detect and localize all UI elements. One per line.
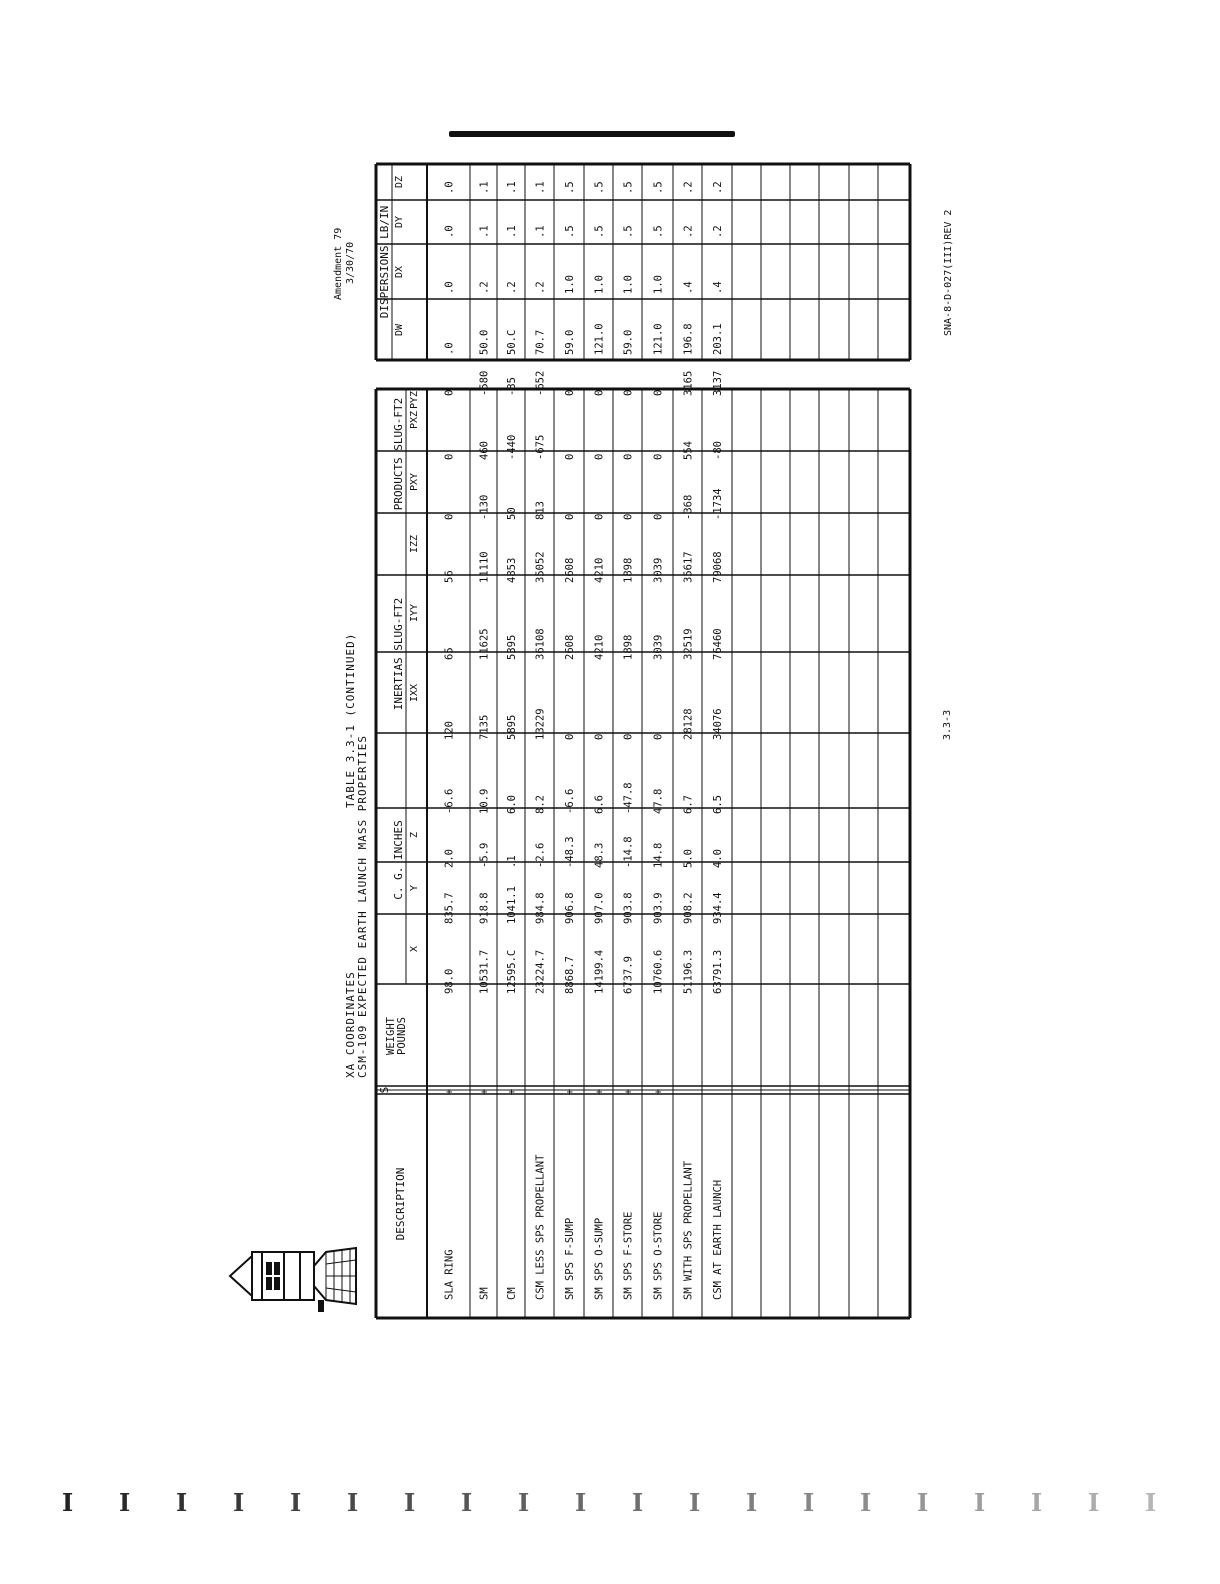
row-s-marker: +: [506, 1088, 518, 1096]
row-description: SM SPS O-SUMP: [593, 1217, 606, 1300]
cell-iyy: 65: [443, 647, 456, 660]
row-description: CM: [506, 1287, 518, 1300]
cell-y: -14.8: [622, 836, 635, 868]
cell-iyy: 2608: [564, 634, 576, 660]
cell-z: 6.0: [506, 795, 518, 814]
cell-dz: .0: [443, 181, 456, 194]
tick-mark: I: [1088, 1488, 1100, 1517]
cell-dy: .5: [593, 225, 606, 238]
tick-mark: I: [803, 1488, 815, 1517]
cell-dz: .1: [506, 181, 518, 194]
cell-izz: 79068: [712, 551, 724, 583]
cell-dy: .5: [622, 225, 635, 238]
cell-ixx: 28128: [682, 708, 695, 740]
cell-pxz: -80: [712, 441, 724, 460]
tick-mark: I: [632, 1488, 644, 1517]
cell-dz: .1: [534, 181, 547, 194]
cell-pxz: 0: [622, 453, 635, 460]
row-description: SM: [478, 1287, 491, 1300]
cell-pxz: 0: [443, 453, 456, 460]
header-dispersion-dy: DY: [394, 215, 405, 229]
cell-z: -6.6: [564, 788, 576, 814]
header-product-pxy: PXY: [409, 472, 420, 492]
cell-ixx: 0: [564, 733, 576, 740]
header-cg: C. G. INCHES: [392, 820, 405, 900]
cell-ixx: 120: [443, 721, 456, 740]
cell-pxz: -440: [506, 434, 518, 460]
cell-izz: 1898: [622, 557, 635, 583]
row-description: CSM AT EARTH LAUNCH: [712, 1179, 724, 1300]
cell-pxz: 0: [564, 453, 576, 460]
cell-y: 2.0: [443, 849, 456, 868]
header-cg-x: X: [409, 945, 420, 953]
cell-dx: .4: [712, 281, 724, 294]
cell-iyy: 36108: [534, 628, 547, 660]
header-weight-unit: POUNDS: [396, 1017, 408, 1055]
cell-dz: .5: [652, 181, 665, 194]
row-description: SLA RING: [443, 1249, 456, 1300]
tick-mark: I: [518, 1488, 530, 1517]
cell-dw: 50.C: [506, 329, 518, 355]
header-product-pyz: PYZ: [409, 390, 420, 410]
tick-mark: I: [347, 1488, 359, 1517]
header-inertia-iyy: IYY: [409, 603, 420, 623]
cell-pxy: 0: [622, 513, 635, 520]
cell-ixx: 0: [652, 733, 665, 740]
cell-w: 23224.7: [534, 949, 547, 994]
cell-pxy: -130: [478, 494, 491, 520]
tick-mark: I: [404, 1488, 416, 1517]
cell-iyy: 76460: [712, 628, 724, 660]
tick-mark: I: [1031, 1488, 1043, 1517]
cell-w: 12595.C: [506, 949, 518, 994]
cell-pxy: -1734: [712, 488, 724, 520]
cell-x: 934.4: [712, 892, 724, 924]
cell-dx: 1.0: [652, 275, 665, 294]
cell-x: 908.2: [682, 892, 695, 924]
cell-izz: 35617: [682, 551, 695, 583]
tick-mark: I: [62, 1488, 74, 1517]
cell-dx: 1.0: [564, 275, 576, 294]
cell-y: -5.9: [478, 842, 491, 868]
header-description: DESCRIPTION: [394, 1167, 407, 1241]
cell-dx: 1.0: [593, 275, 606, 294]
cell-iyy: 3039: [652, 634, 665, 660]
cell-pxy: 0: [564, 513, 576, 520]
cell-dx: 1.0: [622, 275, 635, 294]
header-products: PRODUCTS SLUG-FT2: [392, 397, 405, 511]
cell-pxy: 813: [534, 501, 547, 520]
cell-pxz: 0: [593, 453, 606, 460]
cell-pyz: 0: [652, 389, 665, 396]
cell-pxy: 0: [593, 513, 606, 520]
cell-y: 48.3: [593, 842, 606, 868]
cell-izz: 35052: [534, 551, 547, 583]
tick-mark: I: [575, 1488, 587, 1517]
cell-dw: 59.0: [622, 329, 635, 355]
cell-x: 906.8: [564, 892, 576, 924]
cell-x: 903.9: [652, 892, 665, 924]
cell-y: -2.6: [534, 842, 547, 868]
header-dispersion-dz: DZ: [394, 175, 405, 189]
cell-dw: 50.0: [478, 329, 491, 355]
amendment-date: 3/30/70: [345, 241, 356, 284]
cell-dx: .0: [443, 281, 456, 294]
cell-dz: .5: [622, 181, 635, 194]
cell-dz: .1: [478, 181, 491, 194]
cell-x: 903.8: [622, 892, 635, 924]
row-s-marker: +: [478, 1088, 491, 1096]
cell-dz: .5: [593, 181, 606, 194]
header-s: S: [378, 1086, 391, 1094]
cell-dw: 196.8: [682, 323, 695, 355]
cell-dw: 121.0: [593, 323, 606, 355]
cell-z: 8.2: [534, 795, 547, 814]
coordinates-label: XA COORDINATES: [344, 971, 357, 1078]
cell-x: 1041.1: [506, 886, 518, 924]
row-description: SM SPS O-STORE: [652, 1211, 665, 1300]
cell-pxz: -675: [534, 434, 547, 460]
cell-pxz: 460: [478, 441, 491, 460]
row-description: SM WITH SPS PROPELLANT: [682, 1160, 695, 1300]
cell-dx: .4: [682, 281, 695, 294]
row-s-marker: +: [593, 1088, 606, 1096]
cell-iyy: 11625: [478, 628, 491, 660]
cell-izz: 3039: [652, 557, 665, 583]
cell-pyz: -35: [506, 377, 518, 396]
tick-mark: I: [917, 1488, 929, 1517]
cell-ixx: 13229: [534, 708, 547, 740]
cell-z: 10.9: [478, 788, 491, 814]
cell-pyz: 0: [564, 389, 576, 396]
cell-z: 47.8: [652, 788, 665, 814]
tick-mark: I: [1145, 1488, 1157, 1517]
cell-x: 918.8: [478, 892, 491, 924]
cell-x: 907.0: [593, 892, 606, 924]
header-cg-z: Z: [409, 831, 420, 839]
cell-w: 51196.3: [682, 949, 695, 994]
cell-dy: .2: [682, 225, 695, 238]
cell-x: 984.8: [534, 892, 547, 924]
cell-dx: .2: [506, 281, 518, 294]
cell-dw: .0: [443, 342, 456, 355]
cell-y: 5.0: [682, 849, 695, 868]
cell-dy: .0: [443, 225, 456, 238]
cell-pxy: 0: [443, 513, 456, 520]
tick-mark: I: [860, 1488, 872, 1517]
header-dispersion-dw: DW: [394, 323, 405, 337]
cell-y: -48.3: [564, 836, 576, 868]
cell-z: -6.6: [443, 788, 456, 814]
cell-dw: 121.0: [652, 323, 665, 355]
cell-izz: 56: [443, 570, 456, 583]
cell-w: 10760.6: [652, 949, 665, 994]
cell-x: 835.7: [443, 892, 456, 924]
cell-pyz: 0: [443, 389, 456, 396]
cell-pxz: 554: [682, 441, 695, 460]
cell-pxy: 0: [652, 513, 665, 520]
header-inertias: INERTIAS SLUG-FT2: [392, 597, 405, 711]
tick-mark: I: [119, 1488, 131, 1517]
cell-izz: 4853: [506, 557, 518, 583]
cell-y: .1: [506, 855, 518, 868]
cell-y: 14.8: [652, 842, 665, 868]
header-weight: WEIGHT: [385, 1017, 397, 1055]
tick-mark: I: [461, 1488, 473, 1517]
cell-dz: .2: [712, 181, 724, 194]
amendment-label: Amendment 79: [333, 227, 344, 300]
row-description: CSM LESS SPS PROPELLANT: [534, 1154, 547, 1300]
cell-pyz: 3165: [682, 370, 695, 396]
cell-pyz: 3137: [712, 370, 724, 396]
cell-pyz: 0: [622, 389, 635, 396]
cell-w: 63791.3: [712, 949, 724, 994]
header-dispersion-dx: DX: [394, 265, 405, 279]
cell-ixx: 7135: [478, 714, 491, 740]
tick-mark: I: [689, 1488, 701, 1517]
tick-mark: I: [290, 1488, 302, 1517]
cell-izz: 11110: [478, 551, 491, 583]
cell-ixx: 0: [593, 733, 606, 740]
cell-z: 6.7: [682, 795, 695, 814]
table-title: TABLE 3.3-1 (CONTINUED): [344, 632, 357, 808]
row-description: SM SPS F-STORE: [622, 1211, 635, 1300]
cell-dw: 70.7: [534, 329, 547, 355]
cell-dz: .5: [564, 181, 576, 194]
cell-w: 8868.7: [564, 956, 576, 994]
cell-dy: .5: [652, 225, 665, 238]
cell-w: 6737.9: [622, 956, 635, 994]
tick-mark: I: [746, 1488, 758, 1517]
cell-dz: .2: [682, 181, 695, 194]
cell-dy: .5: [564, 225, 576, 238]
bottom-tick-marks: [0, 1488, 1220, 1518]
cell-pyz: 0: [593, 389, 606, 396]
cell-y: 4.0: [712, 849, 724, 868]
page-number: 3.3-3: [942, 709, 953, 740]
cell-dw: 59.0: [564, 329, 576, 355]
cell-iyy: 5395: [506, 634, 518, 660]
tick-mark: I: [974, 1488, 986, 1517]
cell-w: 14199.4: [593, 949, 606, 994]
cell-z: -47.8: [622, 782, 635, 814]
row-s-marker: +: [564, 1088, 576, 1096]
tick-mark: I: [176, 1488, 188, 1517]
cell-dy: .1: [478, 225, 491, 238]
header-dispersions: DISPERSIONS LB/IN: [378, 205, 391, 319]
cell-izz: 2608: [564, 557, 576, 583]
cell-dx: .2: [534, 281, 547, 294]
cell-dx: .2: [478, 281, 491, 294]
row-s-marker: +: [443, 1088, 456, 1096]
cell-iyy: 32519: [682, 628, 695, 660]
document-id: SNA-8-D-027(III)REV 2: [943, 209, 954, 336]
cell-pxy: -368: [682, 494, 695, 520]
row-s-marker: +: [622, 1088, 635, 1096]
cell-iyy: 4210: [593, 634, 606, 660]
vehicle-title: CSM-109 EXPECTED EARTH LAUNCH MASS PROPERTIES: [356, 734, 369, 1078]
cell-iyy: 1898: [622, 634, 635, 660]
cell-z: 6.6: [593, 795, 606, 814]
cell-w: 10531.7: [478, 949, 491, 994]
cell-z: 6.5: [712, 795, 724, 814]
cell-w: 98.0: [443, 968, 456, 994]
cell-ixx: 34076: [712, 708, 724, 740]
cell-dy: .1: [534, 225, 547, 238]
cell-dy: .2: [712, 225, 724, 238]
cell-dy: .1: [506, 225, 518, 238]
cell-izz: 4210: [593, 557, 606, 583]
header-cg-y: Y: [409, 884, 420, 892]
cell-dw: 203.1: [712, 323, 724, 355]
row-s-marker: +: [652, 1088, 665, 1096]
cell-ixx: 0: [622, 733, 635, 740]
header-inertia-izz: IZZ: [409, 534, 420, 554]
cell-pyz: -652: [534, 370, 547, 396]
cell-pxz: 0: [652, 453, 665, 460]
row-description: SM SPS F-SUMP: [564, 1217, 576, 1300]
header-inertia-ixx: IXX: [409, 683, 420, 703]
cell-ixx: 5895: [506, 714, 518, 740]
tick-mark: I: [233, 1488, 245, 1517]
cell-pyz: -580: [478, 370, 491, 396]
cell-pxy: 50: [506, 507, 518, 520]
header-product-pxz: PXZ: [409, 410, 420, 430]
